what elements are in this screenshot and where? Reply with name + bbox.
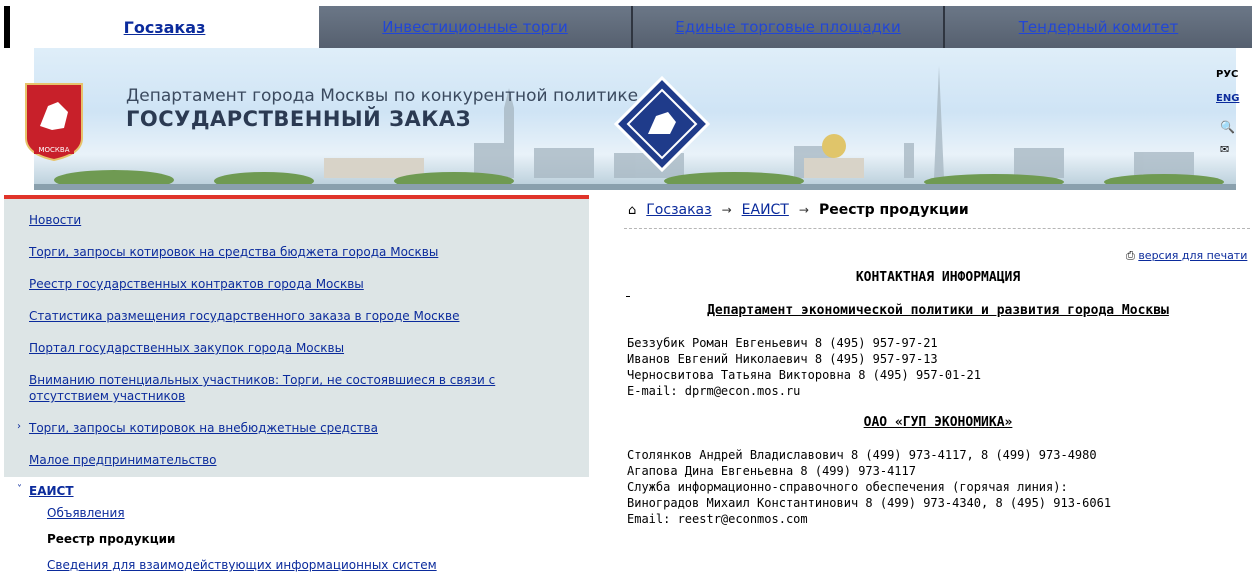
banner-subtitle: Департамент города Москвы по конкурентной политике: [126, 86, 639, 106]
nav-subitem-product-registry: Реестр продукции: [47, 532, 176, 546]
dept-economic-policy-heading: Департамент экономической политики и развития города Москвы: [707, 303, 1169, 318]
contact-line: Виноградов Михаил Константинович 8 (499) 973-4340, 8 (495) 913-6061: [627, 496, 1112, 510]
chevron-down-icon: ˅: [17, 484, 22, 495]
print-version-link[interactable]: версия для печати: [1138, 249, 1248, 262]
top-tabs: [0, 0, 1252, 48]
contact-email: Email: reestr@econmos.com: [627, 512, 808, 526]
arrow-right-icon: →: [721, 203, 732, 217]
nav-item-statistics[interactable]: Статистика размещения государственного заказа в городе Москве: [29, 309, 460, 323]
tab-investment-link[interactable]: Инвестиционные торги: [382, 18, 568, 36]
chevron-right-icon: ›: [17, 421, 21, 432]
coat-caption: МОСКВА: [38, 146, 70, 154]
lang-en-link[interactable]: ENG: [1216, 93, 1240, 104]
breadcrumb-eaist[interactable]: ЕАИСТ: [741, 202, 789, 218]
nav-item-budget-tenders[interactable]: Торги, запросы котировок на средства бюджета города Москвы: [29, 245, 439, 259]
contact-email: E-mail: dprm@econ.mos.ru: [627, 384, 801, 398]
lang-ru: РУС: [1216, 69, 1239, 80]
dept-gup-economika-heading: ОАО «ГУП ЭКОНОМИКА»: [863, 415, 1013, 430]
search-icon[interactable]: 🔍: [1220, 120, 1235, 134]
contact-line: Иванов Евгений Николаевич 8 (495) 957-97-13: [627, 352, 938, 366]
tab-trading-platforms-link[interactable]: Единые торговые площадки: [675, 18, 901, 36]
nav-item-procurement-portal[interactable]: Портал государственных закупок города Москвы: [29, 341, 345, 355]
nav-item-contracts-registry[interactable]: Реестр государственных контрактов города Москвы: [29, 277, 364, 291]
breadcrumb-divider: [624, 228, 1250, 229]
nav-item-news[interactable]: Новости: [29, 213, 82, 227]
printer-icon: ⎙: [1126, 249, 1135, 262]
dash-mark: [626, 296, 630, 297]
tab-tender-committee-link[interactable]: Тендерный комитет: [1018, 18, 1179, 36]
nav-section-eaist[interactable]: ЕАИСТ: [29, 484, 74, 498]
mail-icon[interactable]: ✉: [1220, 143, 1230, 156]
gos-zakaz-emblem-icon: [614, 76, 710, 172]
tab-trading-platforms[interactable]: [633, 6, 945, 48]
breadcrumb-home[interactable]: Госзаказ: [646, 202, 712, 218]
banner-title: ГОСУДАРСТВЕННЫЙ ЗАКАЗ: [126, 107, 472, 131]
home-icon[interactable]: ⌂: [628, 202, 637, 218]
contact-line: Агапова Дина Евгеньевна 8 (499) 973-4117: [627, 464, 916, 478]
print-version[interactable]: [1126, 249, 1247, 263]
contact-line: Черносвитова Татьяна Викторовна 8 (495) 957-01-21: [627, 368, 982, 382]
contact-line: Беззубик Роман Евгеньевич 8 (495) 957-97-21: [627, 336, 938, 350]
nav-subitem-integration-info[interactable]: Сведения для взаимодействующих информационных систем: [47, 558, 437, 572]
nav-item-failed-tenders[interactable]: Вниманию потенциальных участников: Торги, не состоявшиеся в связи с отсутствием участников: [29, 373, 496, 403]
moscow-coat-of-arms-icon: [24, 82, 84, 162]
breadcrumb: [628, 202, 969, 218]
contact-line: Столянков Андрей Владиславович 8 (499) 973-4117, 8 (499) 973-4980: [627, 448, 1097, 462]
contact-line: Служба информационно-справочного обеспечения (горячая линия):: [627, 480, 1068, 494]
nav-item-small-business[interactable]: Малое предпринимательство: [29, 453, 217, 467]
arrow-right-icon: →: [798, 203, 809, 217]
tab-tender-committee[interactable]: [945, 6, 1252, 48]
breadcrumb-current: Реестр продукции: [818, 202, 969, 218]
nav-item-offbudget-tenders[interactable]: Торги, запросы котировок на внебюджетные средства: [29, 421, 378, 435]
tab-goszakaz[interactable]: [10, 6, 319, 48]
contact-info-title: КОНТАКТНАЯ ИНФОРМАЦИЯ: [855, 270, 1021, 285]
tab-investment[interactable]: [319, 6, 633, 48]
tab-goszakaz-link[interactable]: Госзаказ: [123, 17, 206, 37]
nav-subitem-announcements[interactable]: Объявления: [47, 506, 125, 520]
